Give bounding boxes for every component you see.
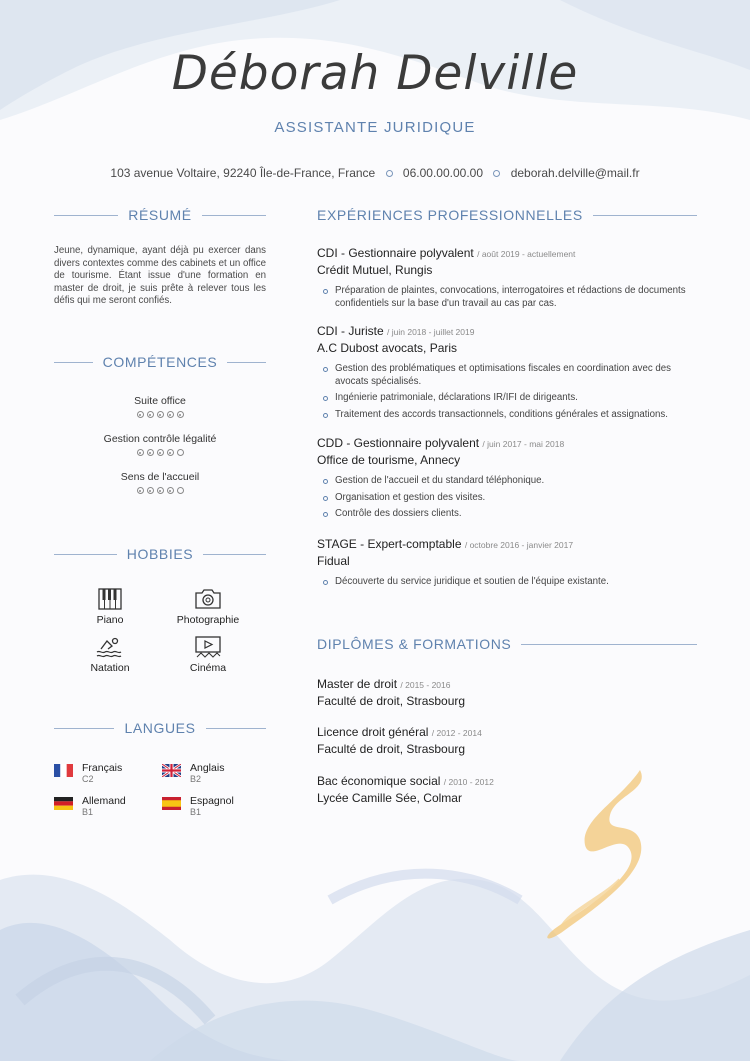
hobbies-section-header: [54, 546, 266, 562]
experience-dates: / août 2019 - actuellement: [477, 249, 576, 259]
rating-dot-filled: [157, 487, 164, 494]
skills-section-header: [54, 354, 266, 370]
hobby-item: [65, 588, 155, 626]
language-name: Espagnol: [190, 795, 234, 807]
languages-title: LANGUES: [124, 720, 196, 736]
bullet-item: Préparation de plaintes, convocations, interrogatoires et rédactions de documents confidentiels sur la base d'un travail au cas par cas.: [317, 285, 697, 310]
contact-line: [0, 166, 750, 180]
divider: [206, 728, 266, 729]
piano-icon: [98, 588, 122, 610]
skill-item: [54, 433, 266, 456]
experience-dates: / juin 2017 - mai 2018: [482, 439, 565, 449]
education-degree: Licence droit général: [317, 725, 429, 739]
skill-rating: [54, 487, 266, 494]
languages-section-header: [54, 720, 266, 736]
experience-company: Office de tourisme, Annecy: [317, 453, 461, 467]
experience-item: [317, 324, 697, 425]
experience-role: CDI - Juriste: [317, 324, 384, 338]
experience-item: [317, 246, 697, 314]
experience-role: STAGE - Expert-comptable: [317, 537, 462, 551]
education-school: Faculté de droit, Strasbourg: [317, 742, 466, 756]
education-item: [317, 725, 697, 756]
hobby-label: Natation: [90, 662, 130, 674]
rating-dot-filled: [137, 487, 144, 494]
experience-role: CDI - Gestionnaire polyvalent: [317, 246, 474, 260]
rating-dot-filled: [147, 449, 154, 456]
education-item: [317, 774, 697, 805]
experience-bullets: [317, 363, 697, 421]
rating-dot-empty: [177, 487, 184, 494]
skill-label: Suite office: [134, 395, 186, 407]
hobby-item: [163, 588, 253, 626]
skill-rating: [54, 411, 266, 418]
rating-dot-filled: [167, 411, 174, 418]
language-level: B1: [190, 807, 202, 817]
job-title: ASSISTANTE JURIDIQUE: [274, 119, 476, 136]
education-dates: / 2012 - 2014: [431, 728, 482, 738]
language-item: [54, 762, 122, 785]
skills-title: COMPÉTENCES: [102, 354, 218, 370]
bullet-item: Ingénierie patrimoniale, déclarations IR/IFI de dirigeants.: [317, 392, 697, 405]
divider: [203, 554, 266, 555]
education-item: [317, 677, 697, 708]
address: 103 avenue Voltaire, 92240 Île-de-France, France: [110, 166, 376, 180]
resume-title: RÉSUMÉ: [128, 207, 192, 223]
hobby-item: [65, 636, 155, 674]
language-item: [54, 795, 126, 818]
hobby-label: Piano: [96, 614, 124, 626]
rating-dot-filled: [167, 449, 174, 456]
hobbies-title: HOBBIES: [126, 546, 194, 562]
hobby-label: Cinéma: [189, 662, 227, 674]
skill-label: Sens de l'accueil: [120, 471, 200, 483]
divider: [521, 644, 697, 645]
education-school: Lycée Camille Sée, Colmar: [317, 791, 462, 805]
experience-bullets: [317, 285, 697, 310]
experience-bullets: [317, 576, 697, 589]
experience-company: A.C Dubost avocats, Paris: [317, 341, 458, 355]
resume-text: Jeune, dynamique, ayant déjà pu exercer dans divers contextes comme des cabinets et un office de tourisme. Étant issue d'une formation en master de droit, je suis prête à relever tous les défis qui me seront confiés.: [54, 245, 266, 307]
skill-rating: [54, 449, 266, 456]
candidate-name: Déborah Delville: [171, 46, 579, 101]
rating-dot-filled: [157, 449, 164, 456]
bullet-item: Découverte du service juridique et soutien de l'équipe existante.: [317, 576, 697, 589]
rating-dot-empty: [177, 449, 184, 456]
experience-company: Crédit Mutuel, Rungis: [317, 263, 433, 277]
swimmer-icon: [96, 636, 124, 658]
rating-dot-filled: [137, 411, 144, 418]
hobby-label: Photographie: [176, 614, 240, 626]
experience-company: Fidual: [317, 554, 350, 568]
camera-icon: [194, 588, 222, 610]
bullet-item: Contrôle des dossiers clients.: [317, 508, 697, 521]
separator-dot: [386, 170, 393, 177]
rating-dot-filled: [137, 449, 144, 456]
divider: [54, 554, 117, 555]
education-section-header: [317, 636, 697, 652]
uk-flag-icon: [162, 764, 181, 777]
education-school: Faculté de droit, Strasbourg: [317, 694, 466, 708]
divider: [54, 362, 93, 363]
language-item: [162, 762, 224, 785]
email: deborah.delville@mail.fr: [510, 166, 640, 180]
germany-flag-icon: [54, 797, 73, 810]
skill-item: [54, 471, 266, 494]
experience-role: CDD - Gestionnaire polyvalent: [317, 436, 480, 450]
skill-label: Gestion contrôle légalité: [103, 433, 217, 445]
film-icon: [195, 636, 221, 658]
divider: [593, 215, 697, 216]
experience-section-header: [317, 207, 697, 223]
experience-dates: / juin 2018 - juillet 2019: [387, 327, 475, 337]
rating-dot-filled: [177, 411, 184, 418]
language-item: [162, 795, 234, 818]
bullet-item: Gestion des problématiques et optimisations fiscales en coordination avec des avocats spécialisés.: [317, 363, 697, 388]
divider: [227, 362, 266, 363]
experience-dates: / octobre 2016 - janvier 2017: [464, 540, 574, 550]
divider: [54, 728, 114, 729]
language-level: B2: [190, 774, 202, 784]
divider: [202, 215, 266, 216]
education-dates: / 2015 - 2016: [400, 680, 451, 690]
experience-title: EXPÉRIENCES PROFESSIONNELLES: [317, 207, 583, 223]
language-level: C2: [82, 774, 94, 784]
bullet-item: Gestion de l'accueil et du standard téléphonique.: [317, 475, 697, 488]
education-title: DIPLÔMES & FORMATIONS: [317, 636, 512, 652]
education-degree: Master de droit: [317, 677, 398, 691]
skill-item: [54, 395, 266, 418]
hobby-item: [163, 636, 253, 674]
spain-flag-icon: [162, 797, 181, 810]
rating-dot-filled: [147, 411, 154, 418]
rating-dot-filled: [147, 487, 154, 494]
rating-dot-filled: [167, 487, 174, 494]
experience-item: [317, 436, 697, 525]
education-degree: Bac économique social: [317, 774, 441, 788]
language-level: B1: [82, 807, 94, 817]
bullet-item: Organisation et gestion des visites.: [317, 492, 697, 505]
language-name: Allemand: [82, 795, 126, 807]
bullet-item: Traitement des accords transactionnels, conditions générales et assignations.: [317, 409, 697, 422]
france-flag-icon: [54, 764, 73, 777]
divider: [54, 215, 118, 216]
language-name: Français: [82, 762, 123, 774]
resume-section-header: [54, 207, 266, 223]
language-name: Anglais: [190, 762, 225, 774]
education-dates: / 2010 - 2012: [443, 777, 494, 787]
experience-item: [317, 537, 697, 593]
separator-dot: [493, 170, 500, 177]
phone: 06.00.00.00.00: [402, 166, 483, 180]
experience-bullets: [317, 475, 697, 521]
rating-dot-filled: [157, 411, 164, 418]
